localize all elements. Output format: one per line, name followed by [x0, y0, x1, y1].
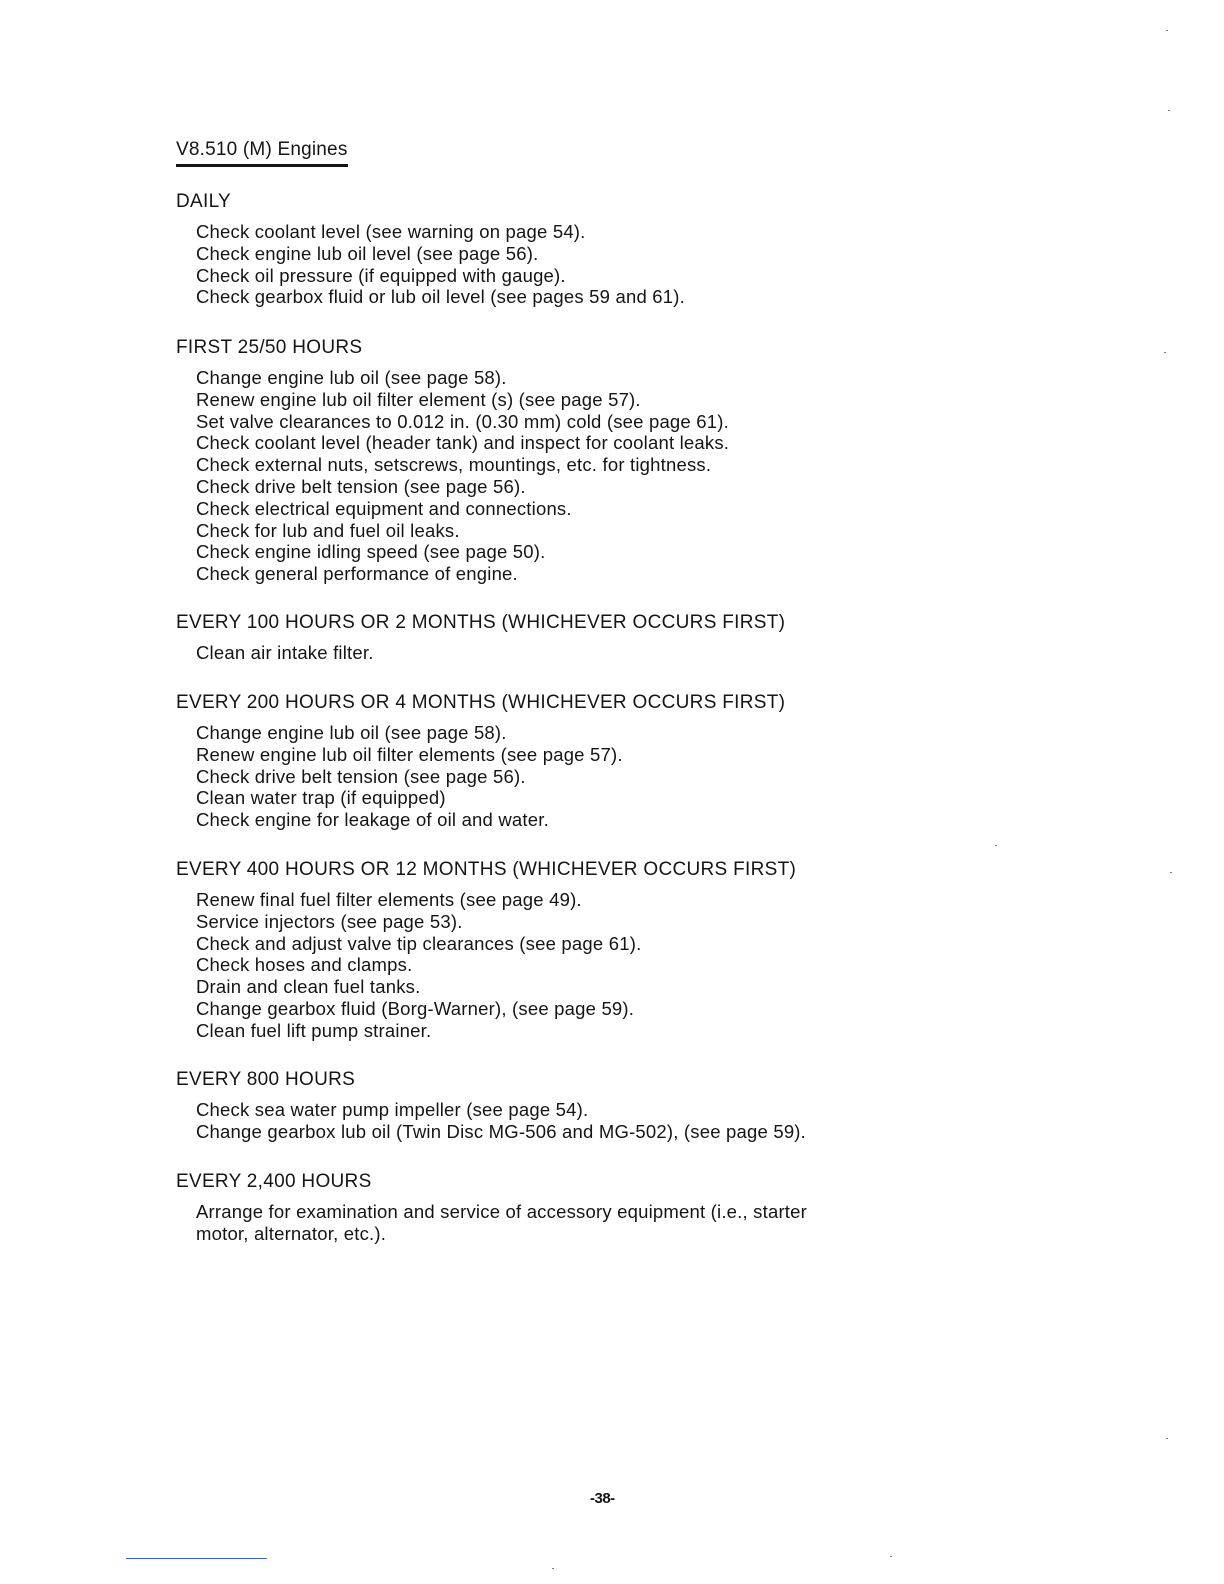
section-heading: EVERY 2,400 HOURS — [176, 1171, 372, 1192]
scan-speck — [1168, 110, 1170, 111]
task-item: Clean fuel lift pump strainer. — [196, 1019, 432, 1041]
task-item: Set valve clearances to 0.012 in. (0.30 mm) cold (see page 61). — [196, 410, 729, 432]
task-list — [176, 1099, 1076, 1143]
task-item: Check engine lub oil level (see page 56). — [196, 242, 539, 264]
scan-speck — [890, 1556, 892, 1557]
section-every-100-hours — [176, 612, 1076, 664]
task-list — [176, 722, 1076, 831]
section-every-2400-hours — [176, 1171, 1076, 1245]
task-item: Service injectors (see page 53). — [196, 910, 463, 932]
section-heading: DAILY — [176, 191, 232, 212]
section-heading: FIRST 25/50 HOURS — [176, 337, 363, 358]
task-item: Check engine for leakage of oil and water. — [196, 809, 549, 831]
task-item: Check and adjust valve tip clearances (see page 61). — [196, 932, 642, 954]
task-item: Clean water trap (if equipped) — [196, 787, 446, 809]
task-item: Check drive belt tension (see page 56). — [196, 765, 526, 787]
task-list — [176, 1201, 1076, 1245]
task-item: Check external nuts, setscrews, mountings, etc. for tightness. — [196, 454, 712, 476]
scan-speck — [1166, 1438, 1168, 1439]
task-item: Arrange for examination and service of accessory equipment (i.e., starter motor, alternator, etc.). — [196, 1201, 807, 1244]
task-list — [176, 367, 1076, 585]
task-item: Check hoses and clamps. — [196, 954, 413, 976]
section-heading: EVERY 100 HOURS OR 2 MONTHS (WHICHEVER OCCURS FIRST) — [176, 612, 786, 633]
bottom-rule — [126, 1558, 267, 1559]
task-item: Check for lub and fuel oil leaks. — [196, 519, 460, 541]
task-item: Check oil pressure (if equipped with gauge). — [196, 264, 566, 286]
scan-speck — [552, 1568, 554, 1569]
section-daily — [176, 191, 1076, 308]
page-number: -38- — [590, 1490, 615, 1507]
task-item: Change gearbox fluid (Borg-Warner), (see page 59). — [196, 997, 635, 1019]
section-every-200-hours — [176, 692, 1076, 831]
task-item: Renew engine lub oil filter element (s) (see page 57). — [196, 388, 641, 410]
task-item: Clean air intake filter. — [196, 642, 374, 663]
section-every-400-hours — [176, 859, 1076, 1042]
task-item: Check sea water pump impeller (see page 54). — [196, 1099, 589, 1120]
section-every-800-hours — [176, 1069, 1076, 1143]
task-item: Check general performance of engine. — [196, 563, 518, 585]
section-heading: EVERY 800 HOURS — [176, 1069, 356, 1090]
page-title: V8.510 (M) Engines — [176, 139, 348, 167]
task-list — [176, 221, 1076, 308]
section-first-25-50-hours — [176, 337, 1076, 585]
scan-speck — [995, 845, 997, 846]
scan-speck — [1166, 30, 1168, 31]
task-item: Check gearbox fluid or lub oil level (see pages 59 and 61). — [196, 286, 685, 308]
task-list — [176, 642, 1076, 664]
section-heading: EVERY 200 HOURS OR 4 MONTHS (WHICHEVER OCCURS FIRST) — [176, 692, 786, 713]
task-item: Check engine idling speed (see page 50). — [196, 541, 546, 563]
task-item: Check drive belt tension (see page 56). — [196, 475, 526, 497]
task-item: Check electrical equipment and connections. — [196, 497, 572, 519]
task-item: Renew final fuel filter elements (see page 49). — [196, 889, 582, 910]
section-heading: EVERY 400 HOURS OR 12 MONTHS (WHICHEVER OCCURS FIRST) — [176, 859, 797, 880]
task-item: Renew engine lub oil filter elements (see page 57). — [196, 743, 623, 765]
task-item: Change engine lub oil (see page 58). — [196, 367, 507, 388]
task-item: Check coolant level (see warning on page 54). — [196, 221, 586, 242]
task-item: Check coolant level (header tank) and inspect for coolant leaks. — [196, 432, 730, 454]
task-item: Change gearbox lub oil (Twin Disc MG-506 and MG-502), (see page 59). — [196, 1120, 807, 1142]
task-item: Change engine lub oil (see page 58). — [196, 722, 507, 743]
scan-speck — [1164, 352, 1166, 353]
task-list — [176, 889, 1076, 1042]
scan-speck — [1170, 872, 1172, 873]
task-item: Drain and clean fuel tanks. — [196, 976, 421, 998]
